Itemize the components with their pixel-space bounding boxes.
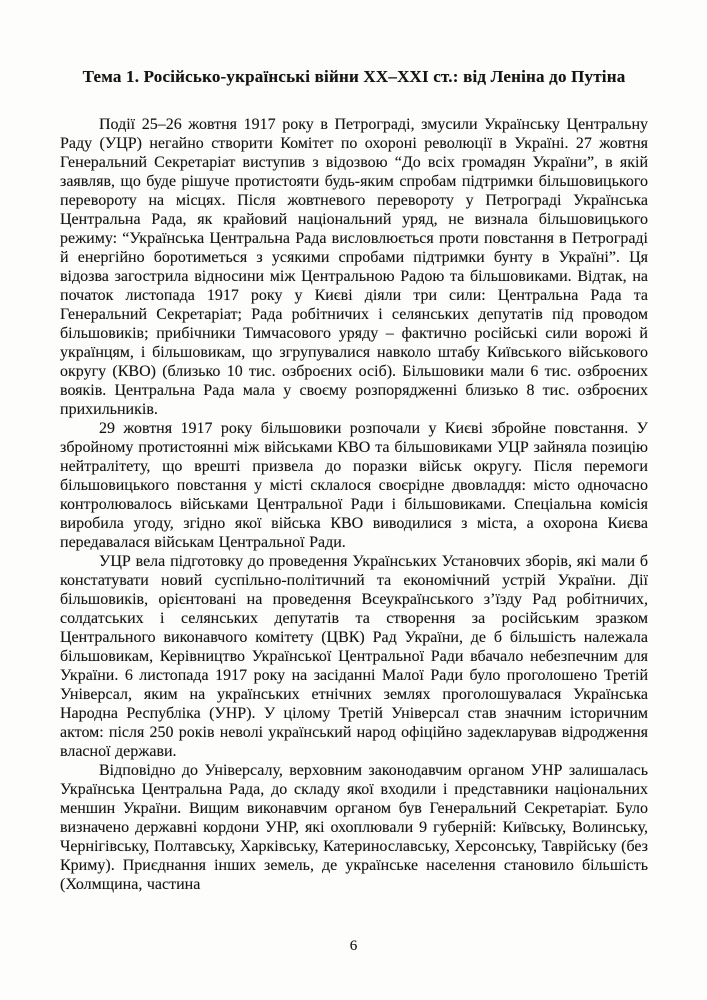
paragraph-4: Відповідно до Універсалу, верховним законодавчим органом УНР залишалась Українська Центральна Рада, до складу якої входили і представники національних меншин України. Вищим виконавчим органом був Генеральний Секретаріат. Було визначено державні кордони УНР, які охоплювали 9 губерній: Київську, Волинську, Чернігівську, Полтавську, Харківську, Катеринославську, Херсонську, Таврійську (без Криму). Приєднання інших земель, де українське населення становило більшість (Холмщина, частина (60, 762, 648, 893)
paragraph-3: УЦР вела підготовку до проведення Українських Установчих зборів, які мали б констатувати новий суспільно-політичний та економічний устрій України. Дії більшовиків, орієнтовані на проведення Всеукраїнського з’їзду Рад робітничих, солдатських і селянських депутатів та створення за російським зразком Центрального виконавчого комітету (ЦВК) Рад України, де б більшість належала більшовикам, Керівництво Української Центральної Ради вбачало небезпечним для України. 6 листопада 1917 року на засіданні Малої Ради було проголошено Третій Універсал, яким на українських етнічних землях проголошувалася Українська Народна Республіка (УНР). У цілому Третій Універсал став значним історичним актом: після 250 років неволі український народ офіційно задекларував відродження власної держави. (60, 553, 648, 760)
paragraph-1: Події 25–26 жовтня 1917 року в Петрограді, змусили Українську Центральну Раду (УЦР) негайно створити Комітет по охороні революції в Україні. 27 жовтня Генеральний Секретаріат виступив з відозвою “До всіх громадян України”, в якій заявляв, що буде рішуче протистояти будь-яким спробам підтримки більшовицького перевороту на місцях. Після жовтневого перевороту у Петрограді Українська Центральна Рада, як крайовий національний уряд, не визнала більшовицького режиму: “Українська Центральна Рада висловлюється проти повстання в Петрограді й енергійно боротиметься з усякими спробами підтримки бунту в Україні”. Ця відозва загострила відносини між Центральною Радою та більшовиками. Відтак, на початок листопада 1917 року у Києві діяли три сили: Центральна Рада та Генеральний Секретаріат; Рада робітничих і селянських депутатів під проводом більшовиків; прибічники Тимчасового уряду – фактично російські сили ворожі й українцям, і більшовикам, що згрупувалися навколо штабу Київського військового округу (КВО) (близько 10 тис. озброєних осіб). Більшовики мали 6 тис. озброєних вояків. Центральна Рада мала у своєму розпорядженні близько 8 тис. озброєних прихильників. (60, 116, 648, 418)
document-body (60, 115, 648, 894)
page-title: Тема 1. Російсько-українські війни ХХ–ХХІ ст.: від Леніна до Путіна (82, 67, 626, 86)
page-number: 6 (349, 938, 358, 954)
paragraph-2: 29 жовтня 1917 року більшовики розпочали у Києві збройне повстання. У збройному протистоянні між військами КВО та більшовиками УЦР зайняла позицію нейтралітету, що врешті призвела до поразки військ округу. Після перемоги більшовицького повстання у місті склалося своєрідне двовладдя: місто одночасно контролювалось військами Центральної Ради і більшовиками. Спеціальна комісія виробила угоду, згідно якої війська КВО виводилися з міста, а охорона Києва передавалася військам Центральної Ради. (60, 420, 648, 551)
document-content (60, 66, 648, 894)
